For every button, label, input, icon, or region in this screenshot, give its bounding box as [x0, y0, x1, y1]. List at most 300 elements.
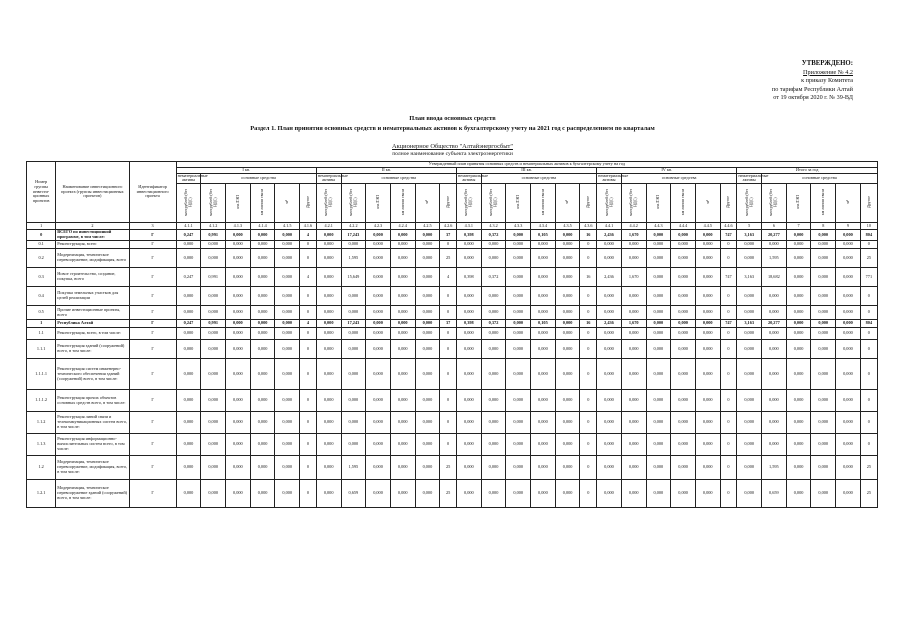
table-row: [27, 287, 878, 306]
value-cell: 0,000: [811, 412, 836, 434]
value-cell: 0,000: [226, 241, 251, 249]
project-name: Покупка земельных участков для целей реализации: [56, 287, 129, 306]
header-unit: [762, 184, 787, 223]
header-row-number: Номер группы инвести-ционных проектов: [27, 162, 56, 223]
header-unit: [720, 184, 737, 223]
value-cell: 0,000: [366, 241, 391, 249]
header-unit-label: млн рублей (без НДС): [628, 188, 638, 216]
value-cell: 0,000: [555, 287, 580, 306]
value-cell: 25: [440, 480, 457, 508]
approval-block: [772, 60, 853, 103]
value-cell: 0,000: [695, 359, 720, 390]
value-cell: 0,000: [836, 268, 861, 287]
value-cell: 0: [860, 390, 877, 412]
header-unit-label: Другое: [725, 196, 731, 209]
value-cell: 0,000: [341, 306, 366, 320]
value-cell: 0,000: [201, 480, 226, 508]
value-cell: 0,000: [737, 306, 762, 320]
value-cell: 0: [720, 412, 737, 434]
value-cell: 0,000: [555, 241, 580, 249]
value-cell: 0,000: [366, 268, 391, 287]
column-number: 4.2.3: [366, 223, 391, 230]
value-cell: 0,000: [176, 241, 201, 249]
value-cell: 0,000: [275, 390, 300, 412]
value-cell: 0,000: [646, 320, 671, 328]
value-cell: 0,000: [646, 434, 671, 456]
value-cell: 1,595: [341, 456, 366, 480]
value-cell: 0,000: [316, 480, 341, 508]
value-cell: 0,000: [836, 340, 861, 359]
value-cell: 0,372: [481, 230, 506, 241]
header-unit-label: млн рублей (без НДС): [323, 188, 333, 216]
value-cell: 0,000: [415, 340, 440, 359]
value-cell: 0,000: [671, 306, 696, 320]
value-cell: 747: [720, 268, 737, 287]
header-fixed-assets: основные средства: [341, 173, 456, 184]
value-cell: 0,000: [597, 390, 622, 412]
header-unit: [300, 184, 317, 223]
value-cell: 0,000: [250, 268, 275, 287]
value-cell: 0,000: [366, 434, 391, 456]
value-cell: 20,277: [762, 320, 787, 328]
value-cell: 0: [720, 306, 737, 320]
header-unit: [226, 184, 251, 223]
value-cell: 0,000: [671, 434, 696, 456]
value-cell: 0,000: [695, 340, 720, 359]
project-id: Г: [129, 287, 176, 306]
header-unit-label: м²: [424, 200, 430, 205]
value-cell: 0,000: [621, 241, 646, 249]
value-cell: 0: [720, 328, 737, 340]
column-number: 4.1.5: [275, 223, 300, 230]
value-cell: 0: [300, 412, 317, 434]
project-id: Г: [129, 306, 176, 320]
header-unit: [390, 184, 415, 223]
value-cell: 0,000: [415, 230, 440, 241]
value-cell: 25: [860, 249, 877, 268]
header-unit: [580, 184, 597, 223]
value-cell: 0,000: [390, 480, 415, 508]
value-cell: 0: [300, 306, 317, 320]
section-title: Раздел 1. План принятия основных средств и нематериальных активов к бухгалтерскому учету на 2021 год с распределением по кварталам: [250, 125, 655, 132]
value-cell: 0,000: [415, 320, 440, 328]
value-cell: 0,000: [341, 359, 366, 390]
value-cell: 4: [300, 268, 317, 287]
row-number: 1.1: [27, 328, 56, 340]
value-cell: 0,000: [275, 359, 300, 390]
value-cell: 0: [860, 287, 877, 306]
value-cell: 0,000: [531, 268, 556, 287]
header-unit: [597, 184, 622, 223]
value-cell: 0,000: [811, 390, 836, 412]
value-cell: 16: [580, 230, 597, 241]
header-quarter: I кв.: [176, 167, 316, 173]
value-cell: 0: [300, 287, 317, 306]
value-cell: 0: [440, 412, 457, 434]
value-cell: 0,000: [811, 230, 836, 241]
value-cell: 0,000: [671, 456, 696, 480]
value-cell: 0,000: [316, 230, 341, 241]
value-cell: 0,000: [695, 241, 720, 249]
value-cell: 0,000: [316, 340, 341, 359]
value-cell: 37: [440, 230, 457, 241]
row-number: 1.2: [27, 456, 56, 480]
value-cell: 0: [300, 249, 317, 268]
value-cell: 0,000: [176, 434, 201, 456]
row-number: 1: [27, 320, 56, 328]
value-cell: 0,000: [597, 456, 622, 480]
column-number: 4.3.3: [506, 223, 531, 230]
value-cell: 0: [580, 434, 597, 456]
value-cell: 25: [440, 249, 457, 268]
value-cell: 0,000: [737, 249, 762, 268]
value-cell: 0,000: [786, 241, 811, 249]
value-cell: 0,000: [390, 456, 415, 480]
value-cell: 0,000: [250, 249, 275, 268]
value-cell: 0,000: [621, 340, 646, 359]
value-cell: 0,000: [531, 328, 556, 340]
value-cell: 0,000: [555, 340, 580, 359]
value-cell: 0: [300, 241, 317, 249]
header-unit-label: Другое: [304, 196, 310, 209]
header-quarter: III кв.: [456, 167, 596, 173]
header-unit: [531, 184, 556, 223]
value-cell: 4: [300, 320, 317, 328]
value-cell: 0,000: [176, 340, 201, 359]
value-cell: 0,000: [390, 434, 415, 456]
value-cell: 0,000: [366, 230, 391, 241]
value-cell: 0,000: [646, 249, 671, 268]
value-cell: 0,000: [226, 249, 251, 268]
value-cell: 0,000: [176, 480, 201, 508]
row-number: 1.1.1.2: [27, 390, 56, 412]
value-cell: 0,000: [811, 480, 836, 508]
value-cell: 0,000: [671, 412, 696, 434]
value-cell: 0,000: [201, 434, 226, 456]
value-cell: 0,000: [762, 328, 787, 340]
value-cell: 0,000: [811, 241, 836, 249]
value-cell: 0,000: [762, 287, 787, 306]
value-cell: 0: [720, 359, 737, 390]
value-cell: 0: [580, 287, 597, 306]
value-cell: 0: [440, 340, 457, 359]
value-cell: 0,000: [506, 328, 531, 340]
value-cell: 0,000: [341, 390, 366, 412]
value-cell: 0,000: [621, 359, 646, 390]
row-number: 0: [27, 230, 56, 241]
header-unit-label: м²: [704, 200, 710, 205]
value-cell: 3,163: [737, 268, 762, 287]
value-cell: 804: [860, 230, 877, 241]
value-cell: 0,000: [390, 390, 415, 412]
approval-line: к приказу Комитета: [801, 77, 853, 85]
value-cell: 0,000: [390, 328, 415, 340]
value-cell: 0,000: [481, 241, 506, 249]
value-cell: 0: [300, 480, 317, 508]
value-cell: 0,000: [506, 340, 531, 359]
value-cell: 0,000: [250, 359, 275, 390]
value-cell: 0: [580, 340, 597, 359]
value-cell: 0: [300, 434, 317, 456]
column-numbering-row: [27, 223, 878, 230]
value-cell: 0,000: [621, 390, 646, 412]
value-cell: 0,000: [341, 340, 366, 359]
value-cell: 17,243: [341, 230, 366, 241]
value-cell: 0: [300, 340, 317, 359]
column-number: 4.3.6: [580, 223, 597, 230]
table-row: [27, 480, 878, 508]
value-cell: 0,000: [366, 249, 391, 268]
value-cell: 0,000: [366, 320, 391, 328]
value-cell: 0,000: [390, 306, 415, 320]
value-cell: 0,000: [737, 287, 762, 306]
value-cell: 0,000: [456, 340, 481, 359]
value-cell: 0,000: [836, 320, 861, 328]
column-number: 1: [27, 223, 56, 230]
header-fixed-assets: основные средства: [621, 173, 736, 184]
value-cell: 0,000: [621, 456, 646, 480]
capital-plan-table: [26, 161, 878, 508]
value-cell: 0,000: [695, 230, 720, 241]
value-cell: 0,000: [762, 434, 787, 456]
value-cell: 0,000: [671, 241, 696, 249]
value-cell: 3,163: [737, 320, 762, 328]
column-number: 9: [836, 223, 861, 230]
table-row: [27, 249, 878, 268]
value-cell: 0,000: [390, 287, 415, 306]
value-cell: 0,000: [555, 320, 580, 328]
value-cell: 0,000: [646, 287, 671, 306]
header-unit: [646, 184, 671, 223]
row-number: 1.2.1: [27, 480, 56, 508]
value-cell: 0: [720, 249, 737, 268]
value-cell: 0: [860, 412, 877, 434]
value-cell: 0,000: [176, 328, 201, 340]
project-id: Г: [129, 390, 176, 412]
value-cell: 0,000: [671, 287, 696, 306]
value-cell: 0,000: [531, 241, 556, 249]
value-cell: 0,000: [786, 456, 811, 480]
project-name: Прочие инвестиционные проекты, всего: [56, 306, 129, 320]
value-cell: 0,000: [275, 340, 300, 359]
value-cell: 0,000: [316, 306, 341, 320]
header-unit: [695, 184, 720, 223]
value-cell: 0,000: [836, 412, 861, 434]
value-cell: 0,000: [621, 328, 646, 340]
header-quarter: II кв.: [316, 167, 456, 173]
value-cell: 0: [720, 241, 737, 249]
value-cell: 0,000: [737, 241, 762, 249]
value-cell: 0,000: [737, 480, 762, 508]
column-number: 4.1.2: [201, 223, 226, 230]
header-intangible-assets: нематериальные активы: [317, 172, 348, 183]
value-cell: 0: [580, 306, 597, 320]
value-cell: 0: [580, 249, 597, 268]
project-id: Г: [129, 456, 176, 480]
value-cell: 0,000: [671, 268, 696, 287]
value-cell: 0,000: [456, 480, 481, 508]
value-cell: 0: [720, 480, 737, 508]
project-name: Модернизация, техническое перевооружение зданий (сооружений) всего, в том числе:: [56, 480, 129, 508]
value-cell: 0,000: [481, 480, 506, 508]
header-unit: [440, 184, 457, 223]
header-unit-label: м²: [284, 200, 290, 205]
value-cell: 0,000: [695, 412, 720, 434]
header-unit-label: млн рублей (без НДС): [768, 188, 778, 216]
value-cell: 0,000: [506, 456, 531, 480]
header-unit-label: км ЛЭП: [655, 195, 661, 210]
value-cell: 25: [860, 456, 877, 480]
value-cell: 0,000: [597, 241, 622, 249]
value-cell: 15,649: [341, 268, 366, 287]
value-cell: 0,000: [506, 434, 531, 456]
value-cell: 0,000: [275, 268, 300, 287]
value-cell: 0,000: [621, 306, 646, 320]
value-cell: 0,000: [316, 268, 341, 287]
value-cell: 0,000: [201, 328, 226, 340]
value-cell: 0,000: [275, 328, 300, 340]
value-cell: 0,000: [506, 287, 531, 306]
value-cell: 0,000: [506, 268, 531, 287]
value-cell: 0,398: [456, 268, 481, 287]
row-number: 0.2: [27, 249, 56, 268]
header-unit: [481, 184, 506, 223]
approval-title: УТВЕРЖДЕНО:: [801, 60, 853, 67]
value-cell: 0,000: [506, 412, 531, 434]
value-cell: 0,000: [316, 241, 341, 249]
header-unit: [860, 184, 877, 223]
project-id: Г: [129, 480, 176, 508]
value-cell: 0: [860, 359, 877, 390]
value-cell: 0: [580, 359, 597, 390]
value-cell: 0,000: [531, 434, 556, 456]
value-cell: 0,000: [275, 456, 300, 480]
value-cell: 0,000: [555, 412, 580, 434]
header-main-group: Утвержденный план принятия основных средств и нематериальных активов к бухгалтерскому учету на год: [176, 162, 877, 168]
value-cell: 0,000: [226, 268, 251, 287]
approval-line: Приложение № 4.2: [803, 68, 853, 76]
value-cell: 0,000: [811, 359, 836, 390]
value-cell: 0,000: [786, 230, 811, 241]
value-cell: 0,000: [366, 456, 391, 480]
value-cell: 0,000: [836, 287, 861, 306]
value-cell: 0,000: [226, 320, 251, 328]
value-cell: 0,000: [671, 359, 696, 390]
project-id: Г: [129, 359, 176, 390]
header-unit-label: млн рублей (без НДС): [488, 188, 498, 216]
value-cell: 0: [440, 287, 457, 306]
value-cell: 0: [580, 456, 597, 480]
value-cell: 0,000: [597, 434, 622, 456]
value-cell: 0,000: [250, 412, 275, 434]
header-unit-label: млн рублей (без НДС): [463, 188, 473, 216]
value-cell: 0,000: [737, 340, 762, 359]
value-cell: 0,247: [176, 230, 201, 241]
value-cell: 0,000: [201, 241, 226, 249]
value-cell: 0,000: [415, 287, 440, 306]
value-cell: 25: [440, 456, 457, 480]
value-cell: 0,000: [695, 456, 720, 480]
value-cell: 0,000: [250, 434, 275, 456]
project-id: Г: [129, 249, 176, 268]
value-cell: 0,398: [456, 230, 481, 241]
value-cell: 0,000: [555, 328, 580, 340]
value-cell: 0,000: [506, 241, 531, 249]
value-cell: 16: [580, 320, 597, 328]
value-cell: 0,000: [737, 434, 762, 456]
value-cell: 0: [440, 434, 457, 456]
value-cell: 0,000: [836, 456, 861, 480]
value-cell: 0,000: [316, 434, 341, 456]
value-cell: 0,000: [597, 412, 622, 434]
value-cell: 0,000: [531, 340, 556, 359]
value-cell: 0,000: [250, 340, 275, 359]
value-cell: 0,000: [390, 241, 415, 249]
header-project-name: Наименование инвестиционного проекта (группы инвестиционных проектов): [56, 162, 129, 223]
value-cell: 0,000: [621, 287, 646, 306]
value-cell: 0,000: [836, 359, 861, 390]
column-number: 6: [762, 223, 787, 230]
value-cell: 0,000: [531, 456, 556, 480]
value-cell: 0,000: [597, 306, 622, 320]
value-cell: 0: [300, 390, 317, 412]
value-cell: 0,000: [506, 249, 531, 268]
header-unit: [506, 184, 531, 223]
value-cell: 0,659: [341, 480, 366, 508]
value-cell: 0,000: [621, 480, 646, 508]
value-cell: 0,000: [786, 434, 811, 456]
value-cell: 0,105: [531, 230, 556, 241]
value-cell: 0,000: [456, 390, 481, 412]
row-number: 0.4: [27, 287, 56, 306]
header-unit-label: Другое: [444, 196, 450, 209]
value-cell: 0,000: [786, 412, 811, 434]
header-unit: [456, 184, 481, 223]
value-cell: 0,000: [836, 306, 861, 320]
table-row: [27, 412, 878, 434]
header-unit: [275, 184, 300, 223]
value-cell: 0,000: [481, 306, 506, 320]
value-cell: 0,000: [531, 390, 556, 412]
value-cell: 0,000: [316, 320, 341, 328]
header-unit: [201, 184, 226, 223]
value-cell: 0: [440, 241, 457, 249]
table-row: [27, 359, 878, 390]
project-name: Модернизация, техническое перевооружение, модификация, всего: [56, 249, 129, 268]
value-cell: 0,000: [176, 412, 201, 434]
value-cell: 1,670: [621, 230, 646, 241]
value-cell: 0,000: [250, 241, 275, 249]
value-cell: 0,000: [555, 230, 580, 241]
value-cell: 0,000: [597, 328, 622, 340]
row-number: 1.1.2: [27, 412, 56, 434]
value-cell: 0,000: [176, 456, 201, 480]
value-cell: 0,000: [275, 480, 300, 508]
header-project-id: Идентификатор инвестиционного проекта: [129, 162, 176, 223]
column-number: 4.4.1: [597, 223, 622, 230]
column-number: 4.4.2: [621, 223, 646, 230]
header-unit-label: км ЛЭП: [374, 195, 380, 210]
value-cell: 1,595: [762, 456, 787, 480]
value-cell: 0,000: [671, 340, 696, 359]
column-number: 4.4.6: [720, 223, 737, 230]
table-row: [27, 230, 878, 241]
value-cell: 0,000: [226, 434, 251, 456]
value-cell: 0,000: [671, 230, 696, 241]
project-name: ВСЕГО по инвестиционной программе, в том числе:: [56, 230, 129, 241]
value-cell: 0,000: [201, 412, 226, 434]
value-cell: 0,000: [366, 480, 391, 508]
